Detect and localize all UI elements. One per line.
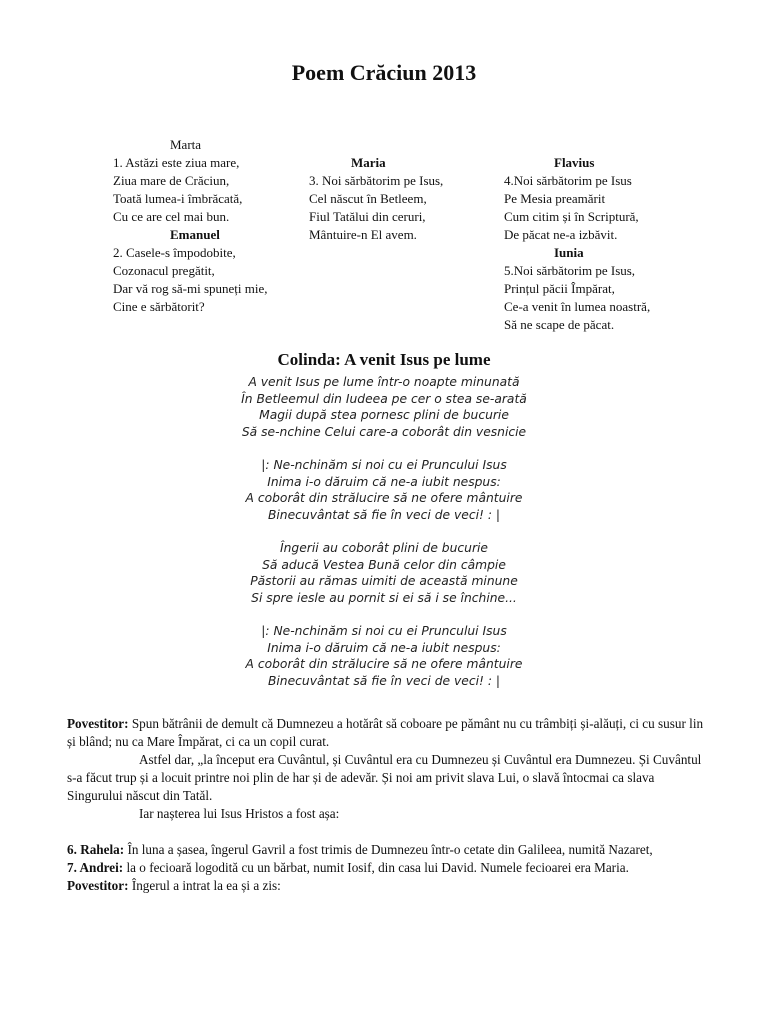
paragraph-text: În luna a șasea, îngerul Gavril a fost trimis de Dumnezeu într-o cetate din Galileea, numită Nazaret,: [127, 842, 653, 857]
poem-line: Fiul Tatălui din ceruri,: [309, 209, 426, 224]
poem-line: Dar vă rog să-mi spuneți mie,: [113, 281, 268, 296]
poem-line: Ziua mare de Crăciun,: [113, 173, 230, 188]
poem-line: Pe Mesia preamărit: [504, 191, 606, 206]
colinda-title: Colinda: A venit Isus pe lume: [277, 350, 491, 369]
column-maria: [309, 154, 443, 244]
poem-line: Cel născut în Betleem,: [309, 191, 427, 206]
lyric-line: A coborât din strălucire să ne ofere mântuire: [245, 491, 523, 506]
paragraph: [67, 877, 707, 895]
poem-line: Cum citim și în Scriptură,: [504, 209, 639, 224]
poem-line: Prințul păcii Împărat,: [504, 281, 615, 296]
lyric-line: Păstorii au rămas uimiti de această minune: [250, 574, 518, 589]
page-title: Poem Crăciun 2013: [291, 60, 477, 85]
speaker-flavius: Flavius: [554, 155, 595, 170]
poem-line: 5.Noi sărbătorim pe Isus,: [504, 263, 636, 278]
paragraph-text: Spun bătrânii de demult că Dumnezeu a hotărât să coboare pe pământ nu cu trâmbiți și-alăuți, ci cu susur lin și blând; nu ca Mare Împărat, ci ca un copil curat.: [67, 716, 704, 749]
speaker-label: 7. Andrei:: [67, 860, 124, 875]
paragraph-gap: [67, 823, 707, 841]
lyric-line: Inima i-o dăruim că ne-a iubit nespus:: [267, 640, 501, 655]
poem-line: De păcat ne-a izbăvit.: [504, 227, 618, 242]
poem-line: Cu ce are cel mai bun.: [113, 209, 230, 224]
poem-line: Cozonacul pregătit,: [113, 263, 215, 278]
column-marta-emanuel: [113, 154, 268, 316]
speaker-iunia: Iunia: [554, 245, 584, 260]
paragraph: [67, 841, 707, 859]
narration: [67, 715, 707, 895]
lyric-line: A venit Isus pe lume într-o noapte minunată: [248, 375, 520, 389]
lyric-line: Inima i-o dăruim că ne-a iubit nespus:: [267, 474, 501, 489]
poem-line: 3. Noi sărbătorim pe Isus,: [309, 173, 444, 188]
poem-line: 2. Casele-s împodobite,: [113, 245, 236, 260]
stanza-gap: [0, 523, 768, 540]
poem-line: Să ne scape de păcat.: [504, 317, 615, 332]
speaker-label: Povestitor:: [67, 716, 129, 731]
speaker-label: Povestitor:: [67, 878, 129, 893]
speaker-emanuel: Emanuel: [170, 227, 220, 242]
paragraph-text: Îngerul a intrat la ea și a zis:: [131, 878, 281, 893]
lyric-line: Binecuvântat să fie în veci de veci! : |: [267, 673, 501, 688]
poem-line: Cine e sărbătorit?: [113, 299, 205, 314]
lyric-line: Binecuvântat să fie în veci de veci! : |: [267, 507, 501, 522]
lyric-line: În Betleemul din Iudeea pe cer o stea se-arată: [241, 391, 527, 406]
lyric-line: Să se-nchine Celui care-a coborât din vesnicie: [241, 424, 527, 439]
poem-line: Mântuire-n El avem.: [309, 227, 417, 242]
lyric-line: Îngerii au coborât plini de bucurie: [280, 540, 488, 555]
stanza-gap: [0, 440, 768, 457]
speaker-marta: Marta: [170, 137, 202, 152]
poem-line: Toată lumea-i îmbrăcată,: [113, 191, 243, 206]
paragraph: Iar nașterea lui Isus Hristos a fost așa:: [139, 806, 340, 821]
lyric-line: |: Ne-nchinăm si noi cu ei Pruncului Isus: [261, 623, 507, 638]
paragraph: [67, 859, 707, 877]
lyric-line: A coborât din strălucire să ne ofere mântuire: [245, 657, 523, 672]
lyric-line: |: Ne-nchinăm si noi cu ei Pruncului Isus: [261, 457, 507, 472]
stanza-gap: [0, 606, 768, 623]
colinda-lyrics: [0, 374, 768, 689]
paragraph: [67, 715, 707, 751]
lyric-line: Să aducă Vestea Bună celor din câmpie: [262, 557, 506, 572]
lyric-line: Magii după stea pornesc plini de bucurie: [259, 408, 509, 423]
poem-line: 1. Astăzi este ziua mare,: [113, 155, 240, 170]
poem-line: 4.Noi sărbătorim pe Isus: [504, 173, 632, 188]
poem-line: Ce-a venit în lumea noastră,: [504, 299, 651, 314]
speaker-label: 6. Rahela:: [67, 842, 125, 857]
lyric-line: Si spre iesle au pornit si ei să i se închine...: [251, 590, 517, 605]
speaker-maria: Maria: [351, 155, 386, 170]
paragraph-text: la o fecioară logodită cu un bărbat, numit Iosif, din casa lui David. Numele fecioarei era Maria.: [126, 860, 629, 875]
paragraph: Astfel dar, „la început era Cuvântul, și Cuvântul era cu Dumnezeu și Cuvântul era Dumnezeu. Și Cuvântul s-a făcut trup și a locuit printre noi plin de har și de adevăr. Și noi am privit slava Lui, o slavă întocmai ca slava Singurului născut din Tatăl.: [67, 752, 702, 803]
column-flavius-iunia: [504, 154, 650, 334]
